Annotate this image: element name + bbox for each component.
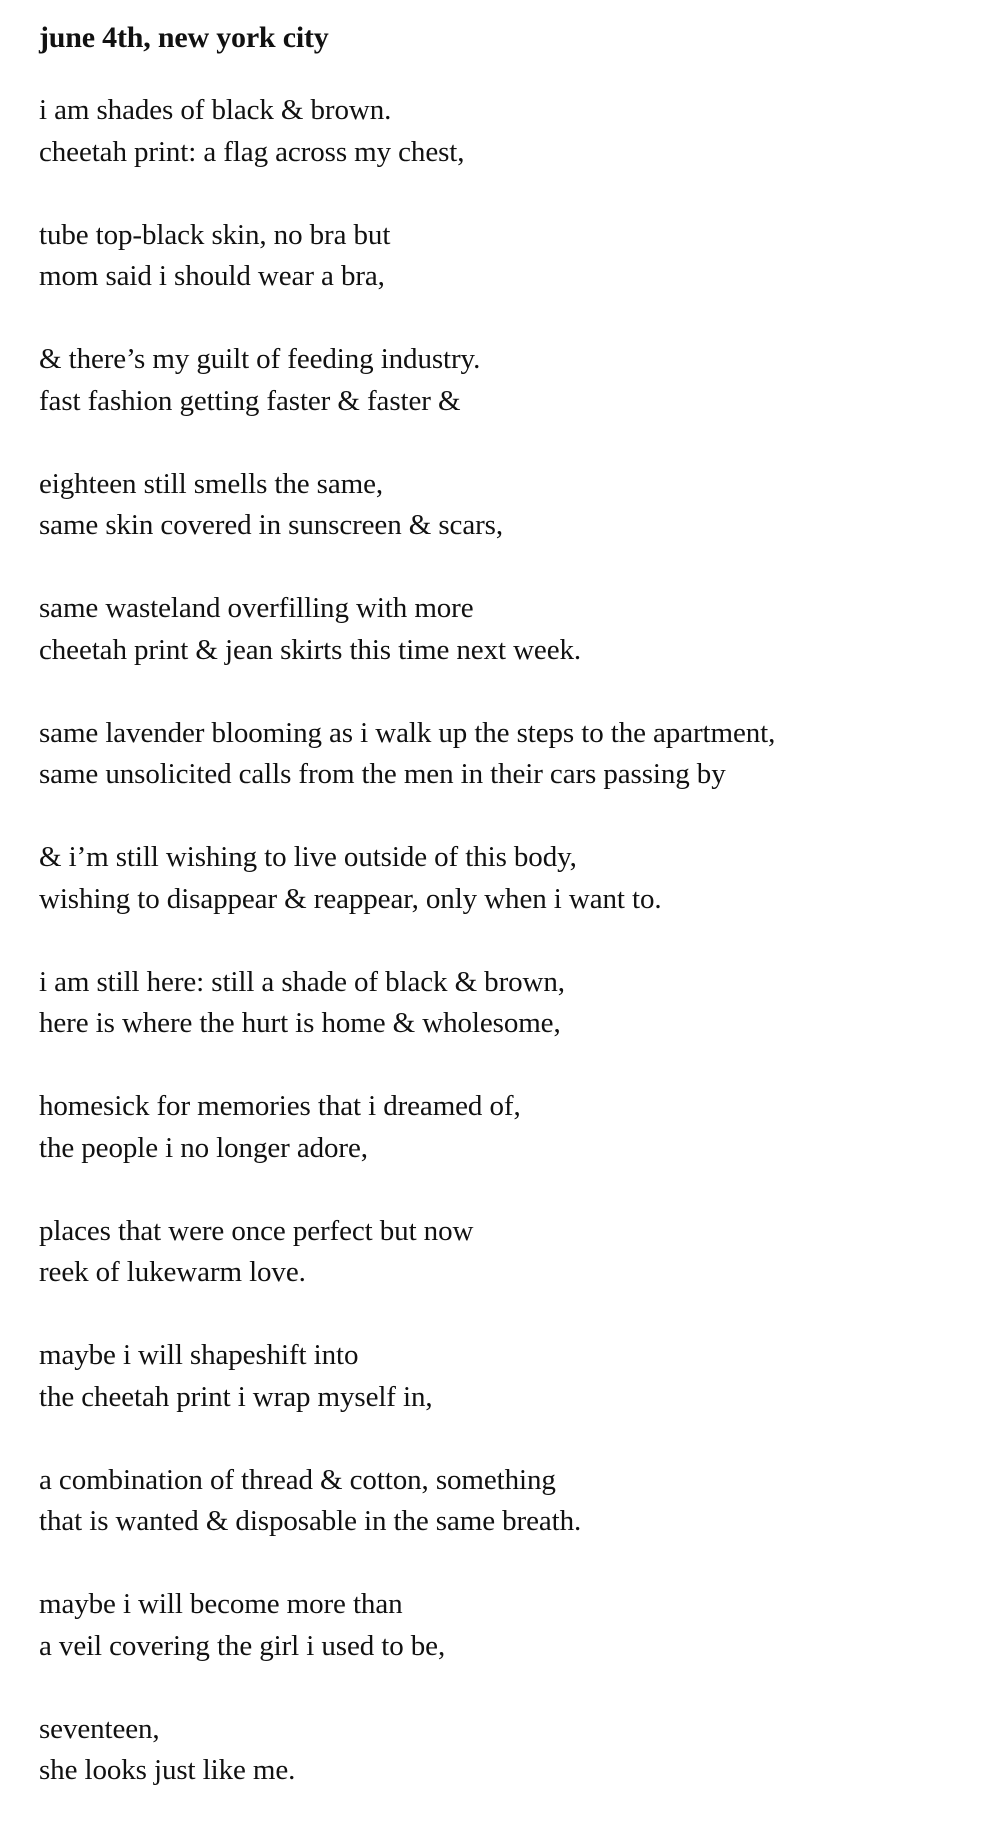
- poem-line: i am still here: still a shade of black & brown,: [39, 965, 565, 998]
- poem-line: wishing to disappear & reappear, only when i want to.: [39, 882, 662, 915]
- poem-line: seventeen,: [39, 1712, 160, 1745]
- poem-line: & i’m still wishing to live outside of this body,: [39, 841, 577, 873]
- poem-line: same wasteland overfilling with more: [39, 592, 474, 624]
- stanza: [39, 1709, 989, 1792]
- poem-line: tube top-black skin, no bra but: [39, 218, 391, 251]
- poem-line: the people i no longer adore,: [39, 1131, 368, 1164]
- poem-line: a veil covering the girl i used to be,: [39, 1629, 446, 1662]
- poem-line: same skin covered in sunscreen & scars,: [39, 509, 503, 541]
- poem: [39, 14, 989, 1833]
- stanza: [39, 1584, 989, 1667]
- stanza: [39, 1086, 989, 1169]
- poem-title: june 4th, new york city: [39, 21, 329, 54]
- poem-line: maybe i will shapeshift into: [39, 1339, 359, 1371]
- stanza: [39, 1211, 989, 1294]
- stanza: [39, 713, 989, 796]
- poem-line: cheetah print: a flag across my chest,: [39, 135, 465, 168]
- poem-line: same unsolicited calls from the men in their cars passing by: [39, 758, 726, 790]
- poem-line: reek of lukewarm love.: [39, 1256, 306, 1288]
- stanza: [39, 1460, 989, 1543]
- poem-line: the cheetah print i wrap myself in,: [39, 1380, 433, 1413]
- poem-line: homesick for memories that i dreamed of,: [39, 1090, 521, 1122]
- stanza: [39, 215, 989, 298]
- stanza: [39, 837, 989, 920]
- poem-line: a combination of thread & cotton, something: [39, 1463, 556, 1496]
- stanza: [39, 339, 989, 422]
- poem-line: eighteen still smells the same,: [39, 467, 384, 500]
- stanza: [39, 1335, 989, 1418]
- stanza: [39, 90, 989, 173]
- poem-line: that is wanted & disposable in the same breath.: [39, 1505, 582, 1537]
- poem-line: places that were once perfect but now: [39, 1214, 474, 1247]
- poem-line: here is where the hurt is home & wholesome,: [39, 1007, 561, 1039]
- poem-line: & there’s my guilt of feeding industry.: [39, 343, 481, 375]
- poem-line: she looks just like me.: [39, 1754, 296, 1786]
- stanza: [39, 464, 989, 547]
- poem-line: i am shades of black & brown.: [39, 94, 392, 126]
- poem-line: mom said i should wear a bra,: [39, 260, 385, 292]
- poem-line: same lavender blooming as i walk up the steps to the apartment,: [39, 716, 776, 749]
- poem-line: maybe i will become more than: [39, 1588, 403, 1620]
- stanza: [39, 588, 989, 671]
- stanza: [39, 962, 989, 1045]
- poem-line: cheetah print & jean skirts this time next week.: [39, 633, 582, 666]
- poem-line: fast fashion getting faster & faster &: [39, 384, 461, 417]
